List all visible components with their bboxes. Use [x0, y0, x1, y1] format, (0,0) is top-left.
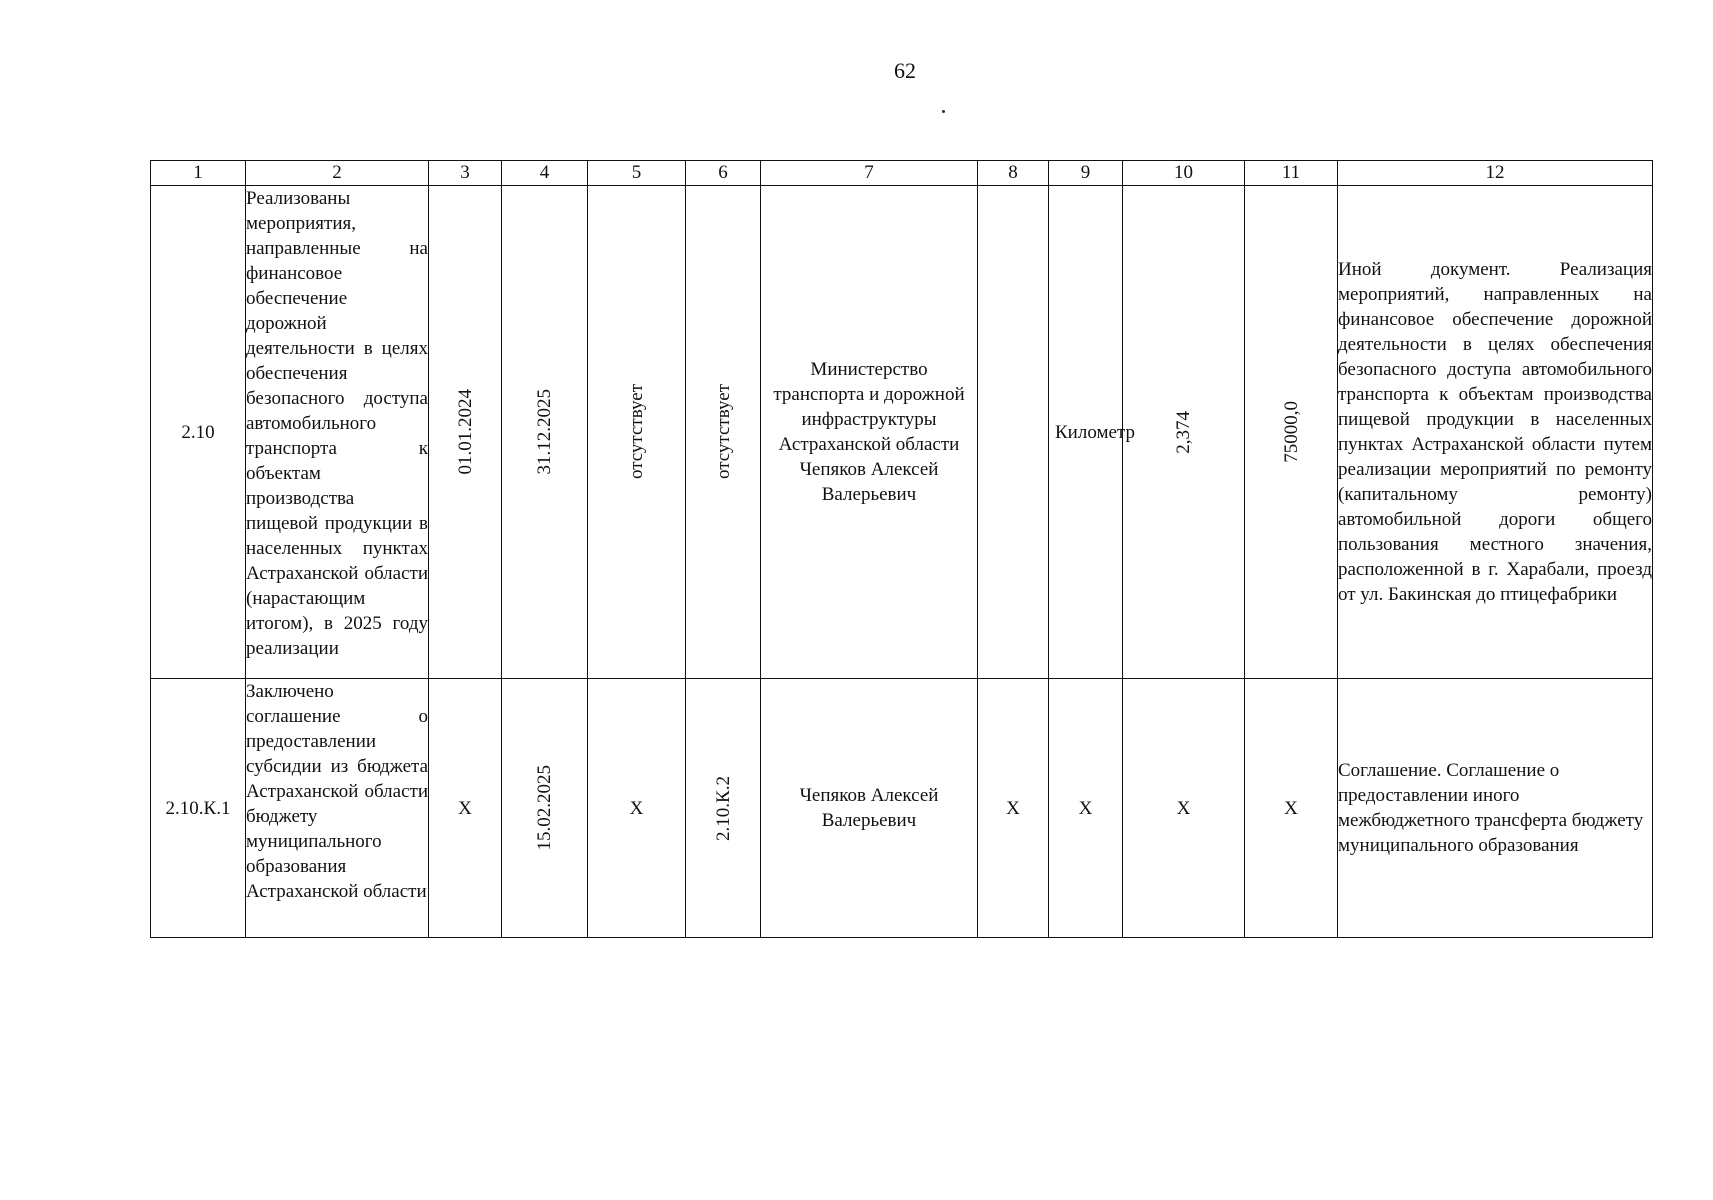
start-date-cell: [429, 186, 502, 679]
header-cell: 5: [588, 161, 686, 186]
activities-table: [150, 160, 1653, 938]
end-date: 31.12.2025: [534, 389, 555, 475]
value: 2,374: [1173, 410, 1194, 454]
header-cell: 3: [429, 161, 502, 186]
scan-speck: [942, 110, 945, 113]
col6-cell: [686, 679, 761, 938]
col8-value: X: [978, 679, 1049, 938]
table-header-row: [151, 161, 1653, 186]
amount: X: [1245, 679, 1338, 938]
header-cell: 9: [1049, 161, 1123, 186]
value-cell: [1123, 186, 1245, 679]
header-cell: 11: [1245, 161, 1338, 186]
header-cell: 6: [686, 161, 761, 186]
header-cell: 10: [1123, 161, 1245, 186]
result-description: Реализованы мероприятия, направленные на финансовое обеспечение дорожной деятельности в целях обеспечения безопасного доступа автомобильного транспорта к объектам производства пищевой продукции в населенных пунктах Астраханской области (нарастающим итогом), в 2025 году реализации: [246, 186, 429, 679]
col5-value: отсутствует: [626, 384, 647, 480]
page-number: 62: [894, 58, 916, 83]
start-date: 01.01.2024: [454, 389, 476, 475]
result-description: Заключено соглашение о предоставлении субсидии из бюджета Астраханской области бюджету муниципального образования Астраханской области: [246, 679, 429, 938]
amount-cell: [1245, 186, 1338, 679]
table-row: [151, 679, 1653, 938]
document-description: Соглашение. Соглашение о предоставлении иного межбюджетного трансферта бюджету муниципального образования: [1338, 679, 1653, 938]
row-number: 2.10.К.1: [151, 679, 246, 938]
col5-cell: [588, 186, 686, 679]
unit: Километр: [1049, 186, 1123, 679]
header-cell: 12: [1338, 161, 1653, 186]
header-cell: 8: [978, 161, 1049, 186]
row-number: 2.10: [151, 186, 246, 679]
table-row: [151, 186, 1653, 679]
responsible: Министерство транспорта и дорожной инфраструктуры Астраханской области Чепяков Алексей Валерьевич: [761, 186, 978, 679]
unit: X: [1049, 679, 1123, 938]
amount: 75000,0: [1280, 401, 1302, 463]
value: X: [1123, 679, 1245, 938]
end-date-cell: [502, 679, 588, 938]
col6-value: 2.10.К.2: [712, 775, 734, 841]
end-date: 15.02.2025: [534, 765, 555, 851]
document-description: Иной документ. Реализация мероприятий, направленных на финансовое обеспечение дорожной деятельности в целях обеспечения безопасного доступа автомобильного транспорта к объектам производства пищевой продукции в населенных пунктах Астраханской области путем реализации мероприятий по ремонту (капитальному ремонту) автомобильной дороги общего пользования местного значения, расположенной в г. Харабали, проезд от ул. Бакинская до птицефабрики: [1338, 186, 1653, 679]
col6-cell: [686, 186, 761, 679]
header-cell: 2: [246, 161, 429, 186]
responsible: Чепяков Алексей Валерьевич: [761, 679, 978, 938]
col6-value: отсутствует: [712, 384, 734, 480]
col5-value: X: [588, 679, 686, 938]
header-cell: 7: [761, 161, 978, 186]
col8-value: [978, 186, 1049, 679]
start-date: X: [429, 679, 502, 938]
end-date-cell: [502, 186, 588, 679]
header-cell: 1: [151, 161, 246, 186]
header-cell: 4: [502, 161, 588, 186]
